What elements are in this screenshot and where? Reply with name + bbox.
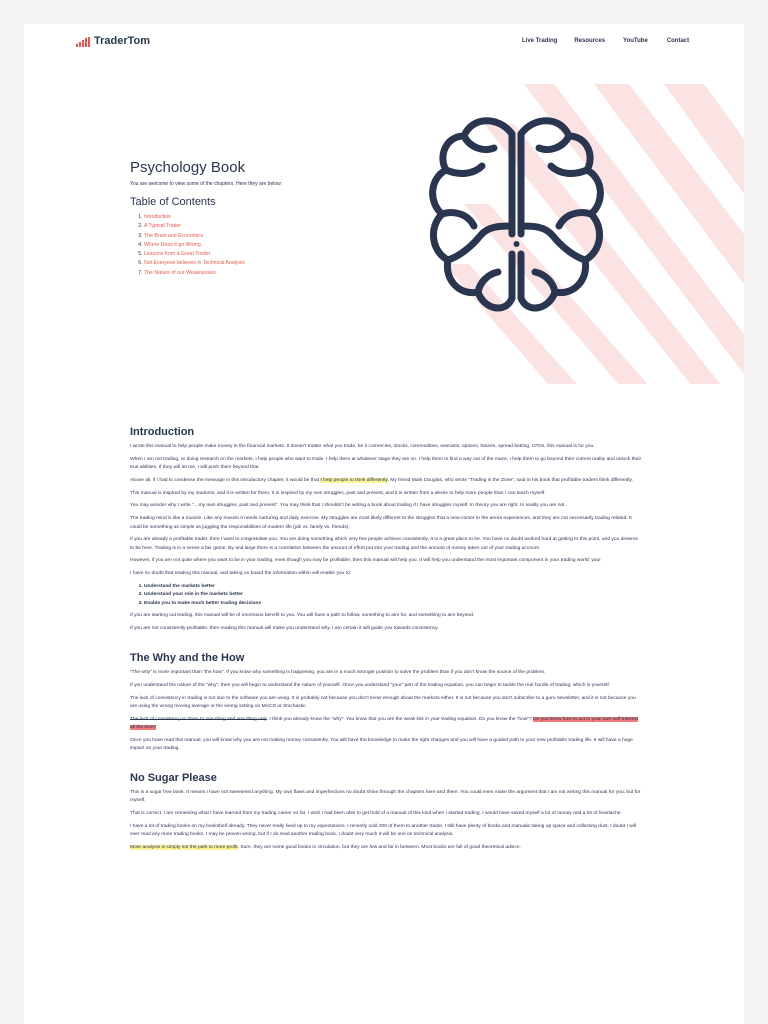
bar-chart-icon <box>76 37 90 47</box>
highlighted-text: More analysis is simply not the path to more profit <box>130 844 238 850</box>
struck-text: The lack of consistency is down to one thing and one thing only <box>130 716 267 722</box>
nav-resources[interactable]: Resources <box>574 38 606 44</box>
main-nav <box>522 38 689 44</box>
text-span: . Sure, they are some good books in circulation, but they are few and far in between. Most books are full of good theoretical advice. <box>237 844 521 850</box>
section-heading-why-how: The Why and the How <box>130 652 245 665</box>
paragraph: If you are already a profitable trader, then I want to congratulate you. You are doing something which very few people achieve consistently. It is a great place to be. You have no doubt worked hard at getting to this point, and you deserve to be here. Trading is in a sense a fair game. By and large there is a correlation between the amount of effort put into your trading and the amount of money taken out of your trading account. <box>130 537 639 551</box>
paragraph: I have no doubt that reading this manual, and taking on board the information within will enable you to: <box>130 571 352 577</box>
highlighted-text: Do you know how to act in your own self-interest all the time? <box>130 716 639 731</box>
text-span: . I think you already know the “why”. You know that you are the weak link in your trading equation. Do you know the “how”? <box>266 716 534 722</box>
paragraph <box>130 477 642 485</box>
list-item: 1. Understand the markets better <box>144 583 642 591</box>
article-body <box>130 426 642 857</box>
toc-link-great-trader[interactable]: Lessons from a Great Trader <box>144 251 211 258</box>
section-heading-no-sugar: No Sugar Please <box>130 771 217 784</box>
page-subtitle: You are welcome to view some of the chapters. Here they are below: <box>130 181 283 187</box>
toc-item <box>144 213 245 222</box>
paragraph: If you understand the nature of the “why”, then you will begin to understand the nature of yourself. Once you understand “your” part of the trading equation, you can begin to tackle the real hurdle of trading, which is yourself. <box>130 682 611 688</box>
toc-item <box>144 250 245 259</box>
page-title: Psychology Book <box>130 159 246 176</box>
toc-link-brain-economics[interactable]: The Brain and Economics <box>144 232 204 239</box>
paragraph: That is correct. I am cementing what I have learned from my trading career so far. I wish I had been able to get hold of a manual of this kind when I started trading. I would have saved myself a lot of money and a lot of heartache. <box>130 811 622 817</box>
logo-text: TraderTom <box>94 35 151 47</box>
paragraph: If you are starting out trading, this manual will be of enormous benefit to you. You will have a path to follow, something to aim for, and something to aim beyond. <box>130 613 475 619</box>
paragraph: When I am not trading, or doing research on the markets, I help people who want to trade. I help them at whatever stage they are on. I help them to find a way out of the maze, I help them to go beyond their current reality and unlock their true abilities. If they will let me, I will push them beyond that. <box>130 456 642 471</box>
highlighted-text: I help people to think differently <box>320 477 388 483</box>
benefits-list <box>130 583 642 608</box>
page <box>24 24 744 1024</box>
toc-item <box>144 241 245 250</box>
toc-item <box>144 259 245 268</box>
nav-youtube[interactable]: YouTube <box>623 38 648 44</box>
toc-link-where-wrong[interactable]: Where Does it go Wrong <box>144 241 201 248</box>
toc-link-introduction[interactable]: Introduction <box>144 214 172 220</box>
toc-item <box>144 232 245 241</box>
table-of-contents <box>130 213 245 278</box>
site-logo[interactable] <box>76 36 150 47</box>
paragraph: If you are not consistently profitable, then reading this manual will make you understand why. I am certain it will guide you towards consistency. <box>130 626 439 632</box>
paragraph: Once you have read this manual, you will know why you are not making money consistently. You will have the knowledge to make the right changes and you will have a guided path to your new profitable trading life. It will have a huge impact on your trading. <box>130 737 633 752</box>
toc-link-technical-analysis[interactable]: Not Everyone believes in Technical Analysis <box>144 260 245 267</box>
text-span: . My friend Mark Douglas, who wrote “Trading in the Zone”, said in his book that profitable traders think differently. <box>387 477 633 483</box>
section-heading-introduction: Introduction <box>130 426 195 438</box>
paragraph: “The why” is more important than “the how”. If you know why something is happening, you are in a much stronger position to solve the problem than if you don’t know the source of the problem. <box>130 670 546 676</box>
toc-link-typical-trader[interactable]: A Typical Trader <box>144 223 182 230</box>
nav-contact[interactable]: Contact <box>666 38 690 44</box>
toc-link-weaknesses[interactable]: The Nature of our Weaknesses <box>144 269 216 276</box>
paragraph: I wrote this manual to help people make money in the financial markets. It doesn’t matter what you trade, be it currencies, stocks, commodities, warrants, options, futures, spread betting, CFDs, this manual is for you. <box>130 444 595 449</box>
brain-icon <box>424 114 609 329</box>
toc-item <box>144 222 245 231</box>
paragraph: I have a lot of trading books on my bookshelf already. They never really lived up to my expectations. I recently sold 200 of them to another trader. I still have plenty of books and manuals taking up space and collecting dust. I doubt I will ever read any more trading books. I may be proven wrong, but if I do read another trading book, I doubt very much it will be one on technical analysis. <box>130 823 637 838</box>
paragraph <box>130 844 642 852</box>
list-item: 2. Understand your role in the markets better <box>144 591 642 599</box>
paragraph: This is a sugar free book. It means I have not sweetened anything. My own flaws and imperfections no doubt shine through the chapters here and there. You could even make the argument that I am not writing this manual for you, but for myself. <box>130 789 641 804</box>
toc-title: Table of Contents <box>130 196 216 208</box>
paragraph: The lack of consistency in trading is not due to the software you are using. It is probably not because you don’t know enough about the markets either. It is not because you don’t subscribe to a guru newsletter, and it is not because you are using the wrong moving average or the wrong setting on MACD or Stochastic. <box>130 695 636 709</box>
paragraph: You may wonder why I write “…my own struggles, past and present”. You may think that I shouldn’t be writing a book about trading if I have struggles myself. In theory you are right. In reality you are not. <box>130 503 566 509</box>
list-item: 3. Enable you to make much better trading decisions <box>144 600 642 608</box>
site-header <box>24 24 744 64</box>
toc-item <box>144 269 245 278</box>
paragraph: However, if you are not quite where you want to be in your trading, even though you may be profitable, then this manual will help you. It will help you understand the most important component in your trading world: you! <box>130 558 601 564</box>
paragraph: The trading mind is like a muscle. Like any muscle it needs nurturing and daily exercise. My struggles are most likely different to the struggles that a new-comer to the arena experiences, and they are not necessarily trading related. It could be something as simple as juggling the responsibilities of modern life (job vs. family vs. friends). <box>130 516 632 530</box>
text-span: Above all, if I had to condense the message in this introductory chapter, it would be that <box>130 477 321 483</box>
paragraph: This manual is inspired by my students, and it is written for them. It is inspired by my own struggles, past and present, and it is written from a desire to help more people than I can teach myself. <box>130 490 546 496</box>
paragraph <box>130 716 642 733</box>
nav-live-trading[interactable]: Live Trading <box>522 38 558 44</box>
